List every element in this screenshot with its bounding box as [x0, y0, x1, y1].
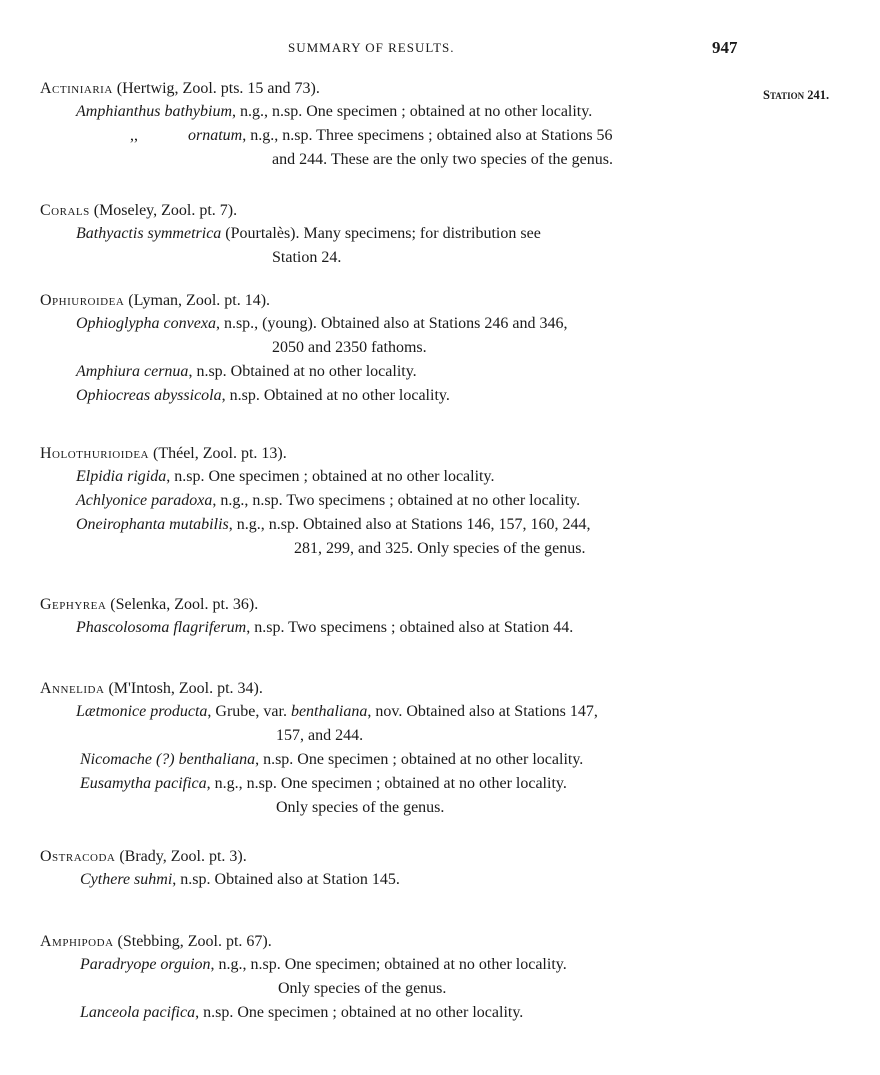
- group-name: Ostracoda: [40, 848, 116, 865]
- entry-text: , n.g., n.sp. Obtained also at Stations 146, 157, 160, 244,: [228, 516, 591, 533]
- section-heading: [40, 846, 750, 868]
- section-heading: [40, 678, 750, 700]
- species-name: Ophiocreas abyssicola: [76, 387, 222, 404]
- species-name: Nicomache (?) benthaliana: [80, 751, 256, 768]
- species-entry: [76, 616, 750, 640]
- section-heading: [40, 931, 750, 953]
- entry-continuation: 2050 and 2350 fathoms.: [272, 339, 427, 356]
- species-entry: [80, 868, 750, 892]
- species-name: Elpidia rigida: [76, 468, 167, 485]
- entry-continuation: Only species of the genus.: [276, 799, 445, 816]
- group-authority: (Hertwig, Zool. pts. 15 and 73).: [112, 80, 320, 97]
- entry-text: , n.sp. One specimen ; obtained at no other locality.: [166, 468, 495, 485]
- section-amphipoda: [40, 931, 750, 1025]
- entry-text: , n.sp., (young). Obtained also at Stations 246 and 346,: [215, 315, 568, 332]
- species-name: Paradryope orguion: [80, 956, 211, 973]
- entry-text: , n.sp. Obtained at no other locality.: [188, 363, 417, 380]
- section-heading: [40, 594, 750, 616]
- group-name: Annelida: [40, 680, 105, 697]
- species-entry: [80, 1001, 750, 1025]
- group-authority: (Théel, Zool. pt. 13).: [148, 445, 287, 462]
- species-name: Achlyonice paradoxa: [76, 492, 213, 509]
- species-name: ornatum: [188, 127, 243, 144]
- section-heading: [40, 290, 750, 312]
- section-holothurioidea: [40, 443, 750, 561]
- group-name: Corals: [40, 202, 90, 219]
- species-name: Lanceola pacifica: [80, 1004, 196, 1021]
- species-name: Bathyactis symmetrica: [76, 225, 222, 242]
- entry-text: , n.g., n.sp. One specimen; obtained at no other locality.: [210, 956, 567, 973]
- group-authority: (Lyman, Zool. pt. 14).: [124, 292, 271, 309]
- species-name: Amphiura cernua: [76, 363, 189, 380]
- species-name: Cythere suhmi: [80, 871, 173, 888]
- entry-continuation: 157, and 244.: [276, 727, 364, 744]
- group-name: Holothurioidea: [40, 445, 149, 462]
- group-name: Gephyrea: [40, 596, 107, 613]
- section-corals: [40, 200, 750, 270]
- section-heading: [40, 78, 750, 100]
- species-entry: [80, 748, 750, 772]
- species-entry: [76, 489, 750, 513]
- section-actiniaria: [40, 78, 750, 172]
- group-authority: (Brady, Zool. pt. 3).: [115, 848, 247, 865]
- section-ostracoda: [40, 846, 750, 892]
- entry-continuation: Only species of the genus.: [278, 980, 447, 997]
- entry-text: , n.g., n.sp. Three specimens ; obtained also at Stations 56: [242, 127, 613, 144]
- species-entry: [76, 312, 750, 336]
- entry-text: , n.g., n.sp. Two specimens ; obtained at no other locality.: [212, 492, 581, 509]
- page-number: 947: [712, 38, 738, 57]
- species-name: Amphianthus bathybium: [76, 103, 232, 120]
- entry-text: , n.sp. Two specimens ; obtained also at Station 44.: [246, 619, 574, 636]
- species-name: Oneirophanta mutabilis: [76, 516, 229, 533]
- variety-name: benthaliana: [290, 703, 368, 720]
- species-entry: [76, 513, 750, 537]
- entry-text: , n.sp. Obtained at no other locality.: [221, 387, 450, 404]
- entry-text: , n.sp. One specimen ; obtained at no other locality.: [195, 1004, 524, 1021]
- species-entry: [130, 124, 750, 148]
- group-authority: (Stebbing, Zool. pt. 67).: [113, 933, 272, 950]
- running-head: [0, 40, 880, 62]
- species-entry: [76, 360, 750, 384]
- entry-text: , n.sp. Obtained also at Station 145.: [172, 871, 400, 888]
- species-entry: [76, 465, 750, 489]
- species-entry: [80, 772, 750, 796]
- species-name: Eusamytha pacifica: [80, 775, 207, 792]
- group-authority: (Moseley, Zool. pt. 7).: [89, 202, 238, 219]
- entry-continuation: and 244. These are the only two species of the genus.: [272, 151, 613, 168]
- entry-text: , n.sp. One specimen ; obtained at no other locality.: [255, 751, 584, 768]
- entry-text: , n.g., n.sp. One specimen ; obtained at no other locality.: [206, 775, 567, 792]
- section-annelida: [40, 678, 750, 820]
- entry-text: , Grube, var.: [207, 703, 291, 720]
- ditto-mark: ,,: [130, 127, 138, 144]
- group-name: Actiniaria: [40, 80, 113, 97]
- group-authority: (Selenka, Zool. pt. 36).: [106, 596, 259, 613]
- species-entry: [76, 384, 750, 408]
- species-entry: [76, 222, 750, 246]
- group-name: Ophiuroidea: [40, 292, 125, 309]
- group-name: Amphipoda: [40, 933, 114, 950]
- group-authority: (M'Intosh, Zool. pt. 34).: [104, 680, 263, 697]
- species-name: Phascolosoma flagriferum: [76, 619, 247, 636]
- section-heading: [40, 200, 750, 222]
- running-head-title: SUMMARY OF RESULTS.: [288, 40, 455, 55]
- section-gephyrea: [40, 594, 750, 640]
- species-entry: [80, 953, 750, 977]
- species-name: Ophioglypha convexa: [76, 315, 216, 332]
- entry-continuation: 281, 299, and 325. Only species of the genus.: [294, 540, 586, 557]
- section-heading: [40, 443, 750, 465]
- species-entry: [76, 100, 750, 124]
- entry-text: , nov. Obtained also at Stations 147,: [367, 703, 598, 720]
- entry-text: , n.g., n.sp. One specimen ; obtained at no other locality.: [232, 103, 593, 120]
- entry-continuation: Station 24.: [272, 249, 342, 266]
- entry-text: (Pourtalès). Many specimens; for distribution see: [221, 225, 541, 242]
- station-label: Station 241.: [763, 88, 830, 102]
- section-ophiuroidea: [40, 290, 750, 408]
- species-name: Lætmonice producta: [76, 703, 208, 720]
- species-entry: [76, 700, 750, 724]
